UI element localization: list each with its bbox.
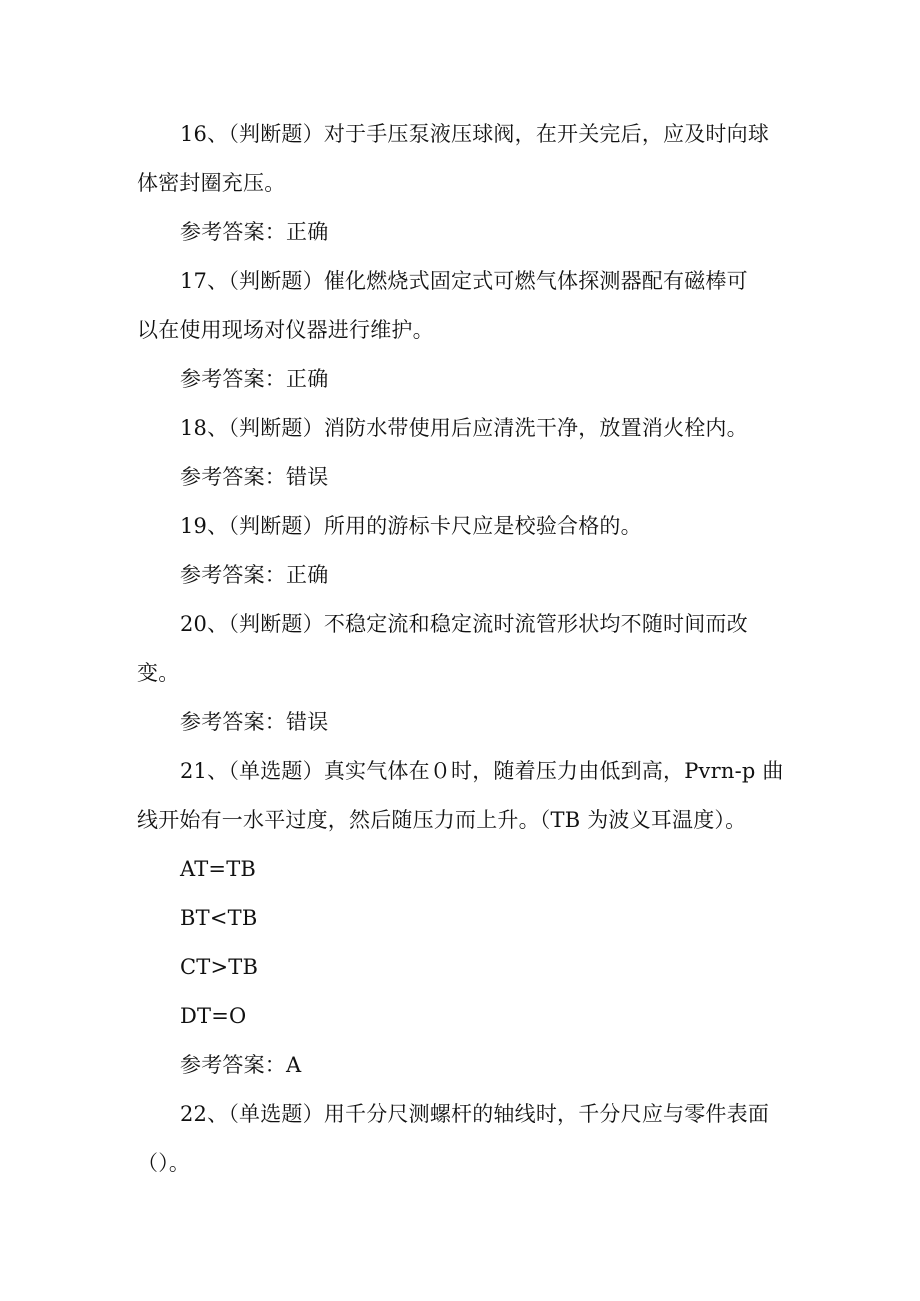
answer-16: 参考答案：正确 bbox=[180, 220, 329, 244]
question-21-option-d: DT=O bbox=[180, 1004, 247, 1028]
question-20-line-1: 20、（判断题）不稳定流和稳定流时流管形状均不随时间而改 bbox=[180, 612, 748, 636]
question-21-line-2: 线开始有一水平过度，然后随压力而上升。（TB 为波义耳温度）。 bbox=[137, 808, 747, 832]
question-19-line-1: 19、（判断题）所用的游标卡尺应是校验合格的。 bbox=[180, 514, 642, 538]
answer-17: 参考答案：正确 bbox=[180, 367, 329, 391]
question-21-option-a: AT=TB bbox=[180, 857, 257, 881]
question-16-line-1: 16、（判断题）对于手压泵液压球阀，在开关完后，应及时向球 bbox=[180, 122, 770, 146]
question-21-option-b: BT<TB bbox=[180, 906, 258, 930]
answer-20: 参考答案：错误 bbox=[180, 710, 329, 734]
question-20-line-2: 变。 bbox=[137, 661, 180, 685]
question-17-line-2: 以在使用现场对仪器进行维护。 bbox=[137, 318, 434, 342]
answer-18: 参考答案：错误 bbox=[180, 465, 329, 489]
answer-21: 参考答案：A bbox=[180, 1053, 302, 1077]
question-18-line-1: 18、（判断题）消防水带使用后应清洗干净，放置消火栓内。 bbox=[180, 416, 748, 440]
question-22-line-1: 22、（单选题）用千分尺测螺杆的轴线时，千分尺应与零件表面 bbox=[180, 1102, 770, 1126]
question-22-line-2: （）。 bbox=[137, 1151, 191, 1175]
question-17-line-1: 17、（判断题）催化燃烧式固定式可燃气体探测器配有磁棒可 bbox=[180, 269, 748, 293]
question-21-line-1: 21、（单选题）真实气体在０时，随着压力由低到高，Pvrn-p 曲 bbox=[180, 759, 784, 783]
question-21-option-c: CT>TB bbox=[180, 955, 259, 979]
answer-19: 参考答案：正确 bbox=[180, 563, 329, 587]
question-16-line-2: 体密封圈充压。 bbox=[137, 171, 286, 195]
